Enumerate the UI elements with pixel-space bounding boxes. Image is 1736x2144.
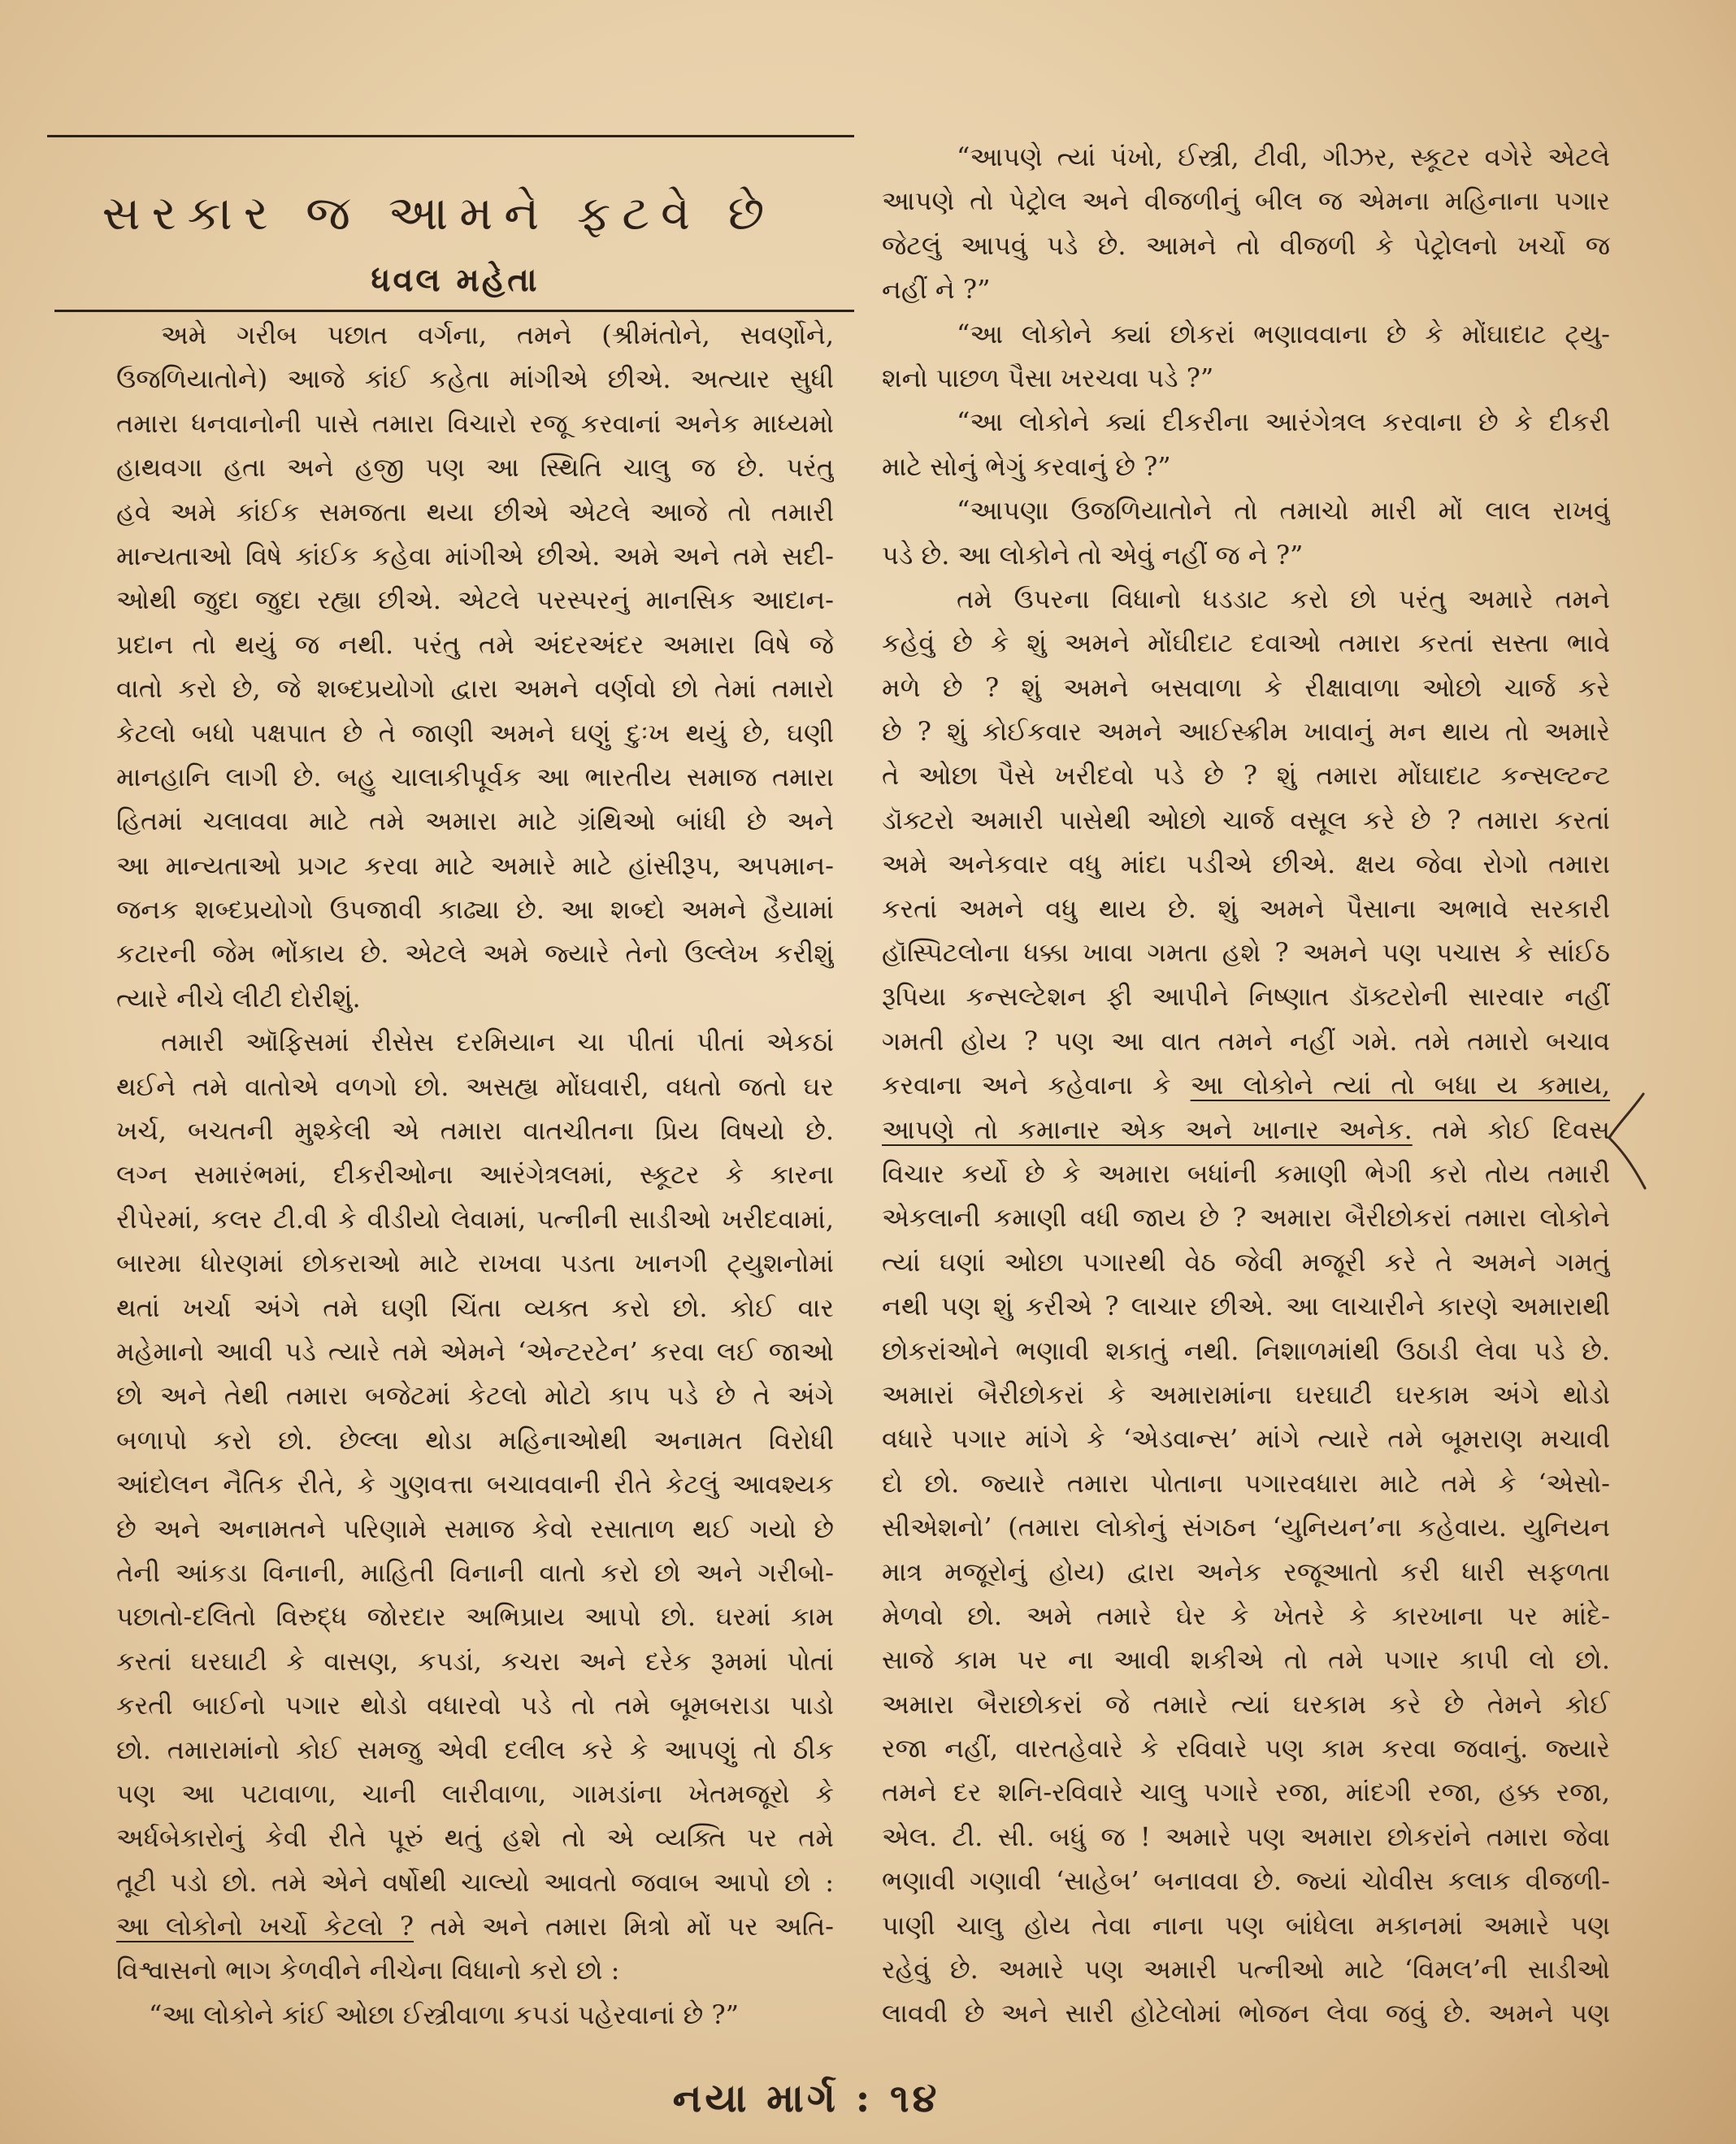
text-line: મળે છે ? શું અમને બસવાળા કે રીક્ષાવાળા ઓછો ચાર્જ કરે bbox=[882, 671, 1610, 703]
text-line: “આપણા ઉજળિયાતોને તો તમાચો મારી મોં લાલ રાખવું bbox=[957, 495, 1610, 527]
text-line: હૉસ્પિટલોના ધક્કા ખાવા ગમતા હશે ? અમને પણ પચાસ કે સાંઈઠ bbox=[882, 937, 1610, 969]
text-line: હાથવગા હતા અને હજી પણ આ સ્થિતિ ચાલુ જ છે. પરંતુ bbox=[116, 452, 834, 484]
paragraph bbox=[116, 313, 834, 1020]
text-line: છે અને અનામતને પરિણામે સમાજ કેવો રસાતાળ થઈ ગયો છે bbox=[116, 1513, 834, 1544]
text-line: છે ? શું કોઈકવાર અમને આઈસ્ક્રીમ ખાવાનું મન થાય તો અમારે bbox=[882, 716, 1610, 748]
text-line: રજા નહીં, વારતહેવારે કે રવિવારે પણ કામ કરવા જવાનું. જ્યારે bbox=[882, 1733, 1610, 1764]
text-line bbox=[882, 1108, 1610, 1152]
paragraph bbox=[116, 1993, 834, 2037]
text-line: છો અને તેથી તમારા બજેટમાં કેટલો મોટો કાપ પડે છે તે અંગે bbox=[116, 1380, 834, 1412]
text-line: માટે સોનું ભેગું કરવાનું છે ?” bbox=[882, 450, 1171, 482]
text-line bbox=[116, 1904, 834, 1948]
text-line: અમારા બૈરાછોકરાં જે તમારે ત્યાં ઘરકામ કરે છે તેમને કોઈ bbox=[882, 1688, 1610, 1720]
text-line: કટારની જેમ ભોંકાય છે. એટલે અમે જ્યારે તેનો ઉલ્લેખ કરીશું bbox=[116, 938, 834, 970]
text-line: કેટલો બધો પક્ષપાત છે તે જાણી અમને ઘણું દુઃખ થયું છે, ઘણી bbox=[116, 717, 834, 749]
text-line: છોકરાંઓને ભણાવી શકાતું નથી. નિશાળમાંથી ઉઠાડી લેવા પડે છે. bbox=[882, 1335, 1610, 1366]
underlined-phrase: આ લોકોને ત્યાં તો બધા ય કમાય, bbox=[1190, 1070, 1610, 1101]
text-line: તે ઓછા પૈસે ખરીદવો પડે છે ? શું તમારા મોંઘાદાટ કન્સલ્ટન્ટ bbox=[882, 760, 1610, 792]
text-line: વાતો કરો છે, જે શબ્દપ્રયોગો દ્વારા અમને વર્ણવો છો તેમાં તમારો bbox=[116, 673, 834, 705]
text-line: મહેમાનો આવી પડે ત્યારે તમે એમને ‘એન્ટરટેન’ કરવા લઈ જાઓ bbox=[116, 1335, 834, 1367]
title-top-rule bbox=[47, 135, 854, 137]
text-line: તૂટી પડો છો. તમે એને વર્ષોથી ચાલ્યો આવતો જવાબ આપો છો : bbox=[116, 1866, 834, 1898]
text-line: ગમતી હોય ? પણ આ વાત તમને નહીં ગમે. તમે તમારો બચાવ bbox=[882, 1025, 1610, 1057]
text-line: રીપેરમાં, કલર ટી.વી કે વીડીયો લેવામાં, પત્નીની સાડીઓ ખરીદવામાં, bbox=[116, 1203, 834, 1235]
text-line: કરતાં ઘરઘાટી કે વાસણ, કપડાં, કચરા અને દરેક રૂમમાં પોતાં bbox=[116, 1645, 834, 1677]
text-line: માત્ર મજૂરોનું હોય) દ્વારા અનેક રજૂઆતો કરી ધારી સફળતા bbox=[882, 1556, 1610, 1587]
text-line: અર્ધબેકારોનું કેવી રીતે પૂરું થતું હશે તો એ વ્યક્તિ પર તમે bbox=[116, 1822, 834, 1854]
text-line: પછાતો-દલિતો વિરુદ્ધ જોરદાર અભિપ્રાય આપો છો. ઘરમાં કામ bbox=[116, 1601, 834, 1633]
text-line: જેટલું આપવું પડે છે. આમને તો વીજળી કે પેટ્રોલનો ખર્ચો જ bbox=[882, 229, 1610, 261]
text-line: “આ લોકોને કાંઈ ઓછા ઈસ્ત્રીવાળા કપડાં પહેરવાનાં છે ?” bbox=[149, 1999, 739, 2030]
text-line: કહેવું છે કે શું અમને મોંઘીદાટ દવાઓ તમારા કરતાં સસ્તા ભાવે bbox=[882, 627, 1610, 659]
text-line: ડૉક્ટરો અમારી પાસેથી ઓછો ચાર્જ વસૂલ કરે છે ? તમારા કરતાં bbox=[882, 804, 1610, 835]
text-line: પ્રદાન તો થયું જ નથી. પરંતુ તમે અંદરઅંદર અમારા વિષે જે bbox=[116, 628, 834, 660]
text-line: લગ્ન સમારંભમાં, દીકરીઓના આરંગેત્રલમાં, સ્કૂટર કે કારના bbox=[116, 1159, 834, 1191]
text-line: બારમા ધોરણમાં છોકરાઓ માટે રાખવા પડતા ખાનગી ટ્યુશનોમાં bbox=[116, 1248, 834, 1279]
text-line: કરતી બાઈનો પગાર થોડો વધારવો પડે તો તમે બૂમબરાડા પાડો bbox=[116, 1690, 834, 1721]
paragraph bbox=[116, 1020, 834, 1993]
text-line: માન્યતાઓ વિષે કાંઈક કહેવા માંગીએ છીએ. અમે અને તમે સદી- bbox=[116, 540, 834, 571]
text-line: તમે ઉપરના વિધાનો ધડડાટ કરો છો પરંતુ અમારે તમને bbox=[957, 583, 1610, 614]
quote-paragraph bbox=[882, 400, 1610, 488]
text-line: પણ આ પટાવાળા, ચાની લારીવાળા, ગામડાંના ખેતમજૂરો કે bbox=[116, 1777, 834, 1809]
text-line: ઓથી જુદા જુદા રહ્યા છીએ. એટલે પરસ્પરનું માનસિક આદાન- bbox=[116, 584, 834, 616]
text-line: અમે અનેકવાર વધુ માંદા પડીએ છીએ. ક્ષય જેવા રોગો તમારા bbox=[882, 848, 1610, 880]
author-bottom-rule bbox=[54, 310, 854, 312]
text-line: લાવવી છે અને સારી હોટેલોમાં ભોજન લેવા જવું છે. અમને પણ bbox=[882, 1998, 1610, 2029]
text-line: કરતાં અમને વધુ થાય છે. શું અમને પૈસાના અભાવે સરકારી bbox=[882, 892, 1610, 924]
text-line: આંદોલન નૈતિક રીતે, કે ગુણવત્તા બચાવવાની રીતે કેટલું આવશ્યક bbox=[116, 1469, 834, 1500]
paragraph bbox=[882, 577, 1610, 2036]
article-title: સરકાર જ આમને ફટવે છે bbox=[102, 185, 776, 241]
text-line: “આ લોકોને ક્યાં છોકરાં ભણાવવાના છે કે મોંઘાદાટ ટ્યુ- bbox=[957, 318, 1610, 349]
text-line: તમને દર શનિ-રવિવારે ચાલુ પગારે રજા, માંદગી રજા, હક્ક રજા, bbox=[882, 1777, 1610, 1808]
text-line: સાજે કામ પર ના આવી શકીએ તો તમે પગાર કાપી લો છો. bbox=[882, 1644, 1610, 1676]
text-line: વધારે પગાર માંગે કે ‘એડવાન્સ’ માંગે ત્યારે તમે બૂમરાણ મચાવી bbox=[882, 1423, 1610, 1455]
text-line: માનહાનિ લાગી છે. બહુ ચાલાકીપૂર્વક આ ભારતીય સમાજ તમારા bbox=[116, 761, 834, 792]
text-line: નહીં ને ?” bbox=[882, 274, 991, 306]
text-line: તેની આંકડા વિનાની, માહિતી વિનાની વાતો કરો છો અને ગરીબો- bbox=[116, 1556, 834, 1588]
text-line: સીએશનો’ (તમારા લોકોનું સંગઠન ‘યુનિયન’ના કહેવાય. યુનિયન bbox=[882, 1512, 1610, 1543]
text-line: છો. તમારામાંનો કોઈ સમજુ એવી દલીલ કરે કે આપણું તો ઠીક bbox=[116, 1734, 834, 1765]
page-footer: નયા માર્ગ : ૧૪ bbox=[672, 2076, 940, 2121]
text-line: રૂપિયા કન્સલ્ટેશન ફી આપીને નિષ્ણાત ડૉક્ટરોની સારવાર નહીં bbox=[882, 981, 1610, 1013]
text-line: મેળવો છો. અમે તમારે ઘેર કે ખેતરે કે કારખાના પર માંદે- bbox=[882, 1599, 1610, 1631]
quote-paragraph bbox=[882, 488, 1610, 577]
text-line: શનો પાછળ પૈસા ખરચવા પડે ?” bbox=[882, 362, 1214, 393]
text-segment: તમે અને તમારા મિત્રો મોં પર અતિ- bbox=[414, 1911, 834, 1942]
text-line: રહેવું છે. અમારે પણ અમારી પત્નીઓ માટે ‘વિમલ’ની સાડીઓ bbox=[882, 1954, 1610, 1986]
text-line: જનક શબ્દપ્રયોગો ઉપજાવી કાઢ્યા છે. આ શબ્દો અમને હૈયામાં bbox=[116, 894, 834, 926]
quote-paragraph bbox=[882, 312, 1610, 401]
text-line: “આપણે ત્યાં પંખો, ઈસ્ત્રી, ટીવી, ગીઝર, સ્કૂટર વગેરે એટલે bbox=[957, 141, 1610, 172]
text-line: ઉજળિયાતોને) આજે કાંઈ કહેતા માંગીએ છીએ. અત્યાર સુધી bbox=[116, 363, 834, 395]
text-line: થઈને તમે વાતોએ વળગો છો. અસહ્ય મોંઘવારી, વધતો જતો ઘર bbox=[116, 1070, 834, 1102]
text-line: આ માન્યતાઓ પ્રગટ કરવા માટે અમારે માટે હાંસીરૂપ, અપમાન- bbox=[116, 849, 834, 881]
text-line: વિચાર કર્યો છે કે અમારા બધાંની કમાણી ભેગી કરો તોય તમારી bbox=[882, 1157, 1610, 1189]
text-line bbox=[882, 1063, 1610, 1107]
text-line: અમારાં બૈરીછોકરાં કે અમારામાંના ઘરઘાટી ઘરકામ અંગે થોડો bbox=[882, 1378, 1610, 1410]
text-line: ખર્ચ, બચતની મુશ્કેલી એ તમારા વાતચીતના પ્રિય વિષયો છે. bbox=[116, 1115, 834, 1147]
text-line: તમારી ઑફિસમાં રીસેસ દરમિયાન ચા પીતાં પીતાં એકઠાં bbox=[161, 1026, 834, 1058]
quote-paragraph bbox=[882, 135, 1610, 312]
text-line: એકલાની કમાણી વધી જાય છે ? અમારા બૈરીછોકરાં તમારા લોકોને bbox=[882, 1202, 1610, 1234]
text-line: ભણાવી ગણાવી ‘સાહેબ’ બનાવવા છે. જ્યાં ચોવીસ કલાક વીજળી- bbox=[882, 1865, 1610, 1897]
text-line: એલ. ટી. સી. બધું જ ! અમારે પણ અમારા છોકરાંને તમારા જેવા bbox=[882, 1821, 1610, 1852]
underlined-phrase: આ લોકોનો ખર્ચો કેટલો ? bbox=[116, 1911, 414, 1942]
text-line: હિતમાં ચલાવવા માટે તમે અમારા માટે ગ્રંથિઓ બાંધી છે અને bbox=[116, 805, 834, 837]
text-segment: તમે કોઈ દિવસ bbox=[1412, 1113, 1610, 1145]
text-segment: કરવાના અને કહેવાના કે bbox=[882, 1070, 1191, 1101]
text-line: થતાં ખર્ચા અંગે તમે ઘણી ચિંતા વ્યક્ત કરો છો. કોઈ વાર bbox=[116, 1291, 834, 1323]
text-line: આપણે તો પેટ્રોલ અને વીજળીનું બીલ જ એમના મહિનાના પગાર bbox=[882, 185, 1610, 217]
text-line: તમારા ધનવાનોની પાસે તમારા વિચારો રજૂ કરવાનાં અનેક માધ્યમો bbox=[116, 407, 834, 439]
text-line: અમે ગરીબ પછાત વર્ગના, તમને (શ્રીમંતોને, સવર્ણોને, bbox=[161, 319, 834, 350]
text-line: ત્યાં ઘણાં ઓછા પગારથી વેઠ જેવી મજૂરી કરે તે અમને ગમતું bbox=[882, 1246, 1610, 1278]
pen-mark-icon bbox=[1603, 1089, 1651, 1195]
text-line: “આ લોકોને ક્યાં દીકરીના આરંગેત્રલ કરવાના છે કે દીકરી bbox=[957, 406, 1610, 438]
text-line: દો છો. જ્યારે તમારા પોતાના પગારવધારા માટે તમે કે ‘એસો- bbox=[882, 1467, 1610, 1499]
left-column bbox=[116, 313, 834, 2037]
text-line: પડે છે. આ લોકોને તો એવું નહીં જ ને ?” bbox=[882, 539, 1304, 571]
text-line: નથી પણ શું કરીએ ? લાચાર છીએ. આ લાચારીને કારણે અમારાથી bbox=[882, 1291, 1610, 1322]
text-line: ત્યારે નીચે લીટી દોરીશું. bbox=[116, 982, 361, 1013]
article-author: ધવલ મહેતા bbox=[371, 261, 540, 299]
right-column bbox=[882, 135, 1610, 2036]
text-line: હવે અમે કાંઈક સમજતા થયા છીએ એટલે આજે તો તમારી bbox=[116, 496, 834, 527]
text-line: પાણી ચાલુ હોય તેવા નાના પણ બાંધેલા મકાનમાં અમારે પણ bbox=[882, 1909, 1610, 1941]
underlined-phrase: આપણે તો કમાનાર એક અને ખાનાર અનેક. bbox=[882, 1113, 1413, 1145]
text-line: વિશ્વાસનો ભાગ કેળવીને નીચેના વિધાનો કરો છો : bbox=[116, 1955, 620, 1986]
text-line: બળાપો કરો છો. છેલ્લા થોડા મહિનાઓથી અનામત વિરોધી bbox=[116, 1424, 834, 1456]
